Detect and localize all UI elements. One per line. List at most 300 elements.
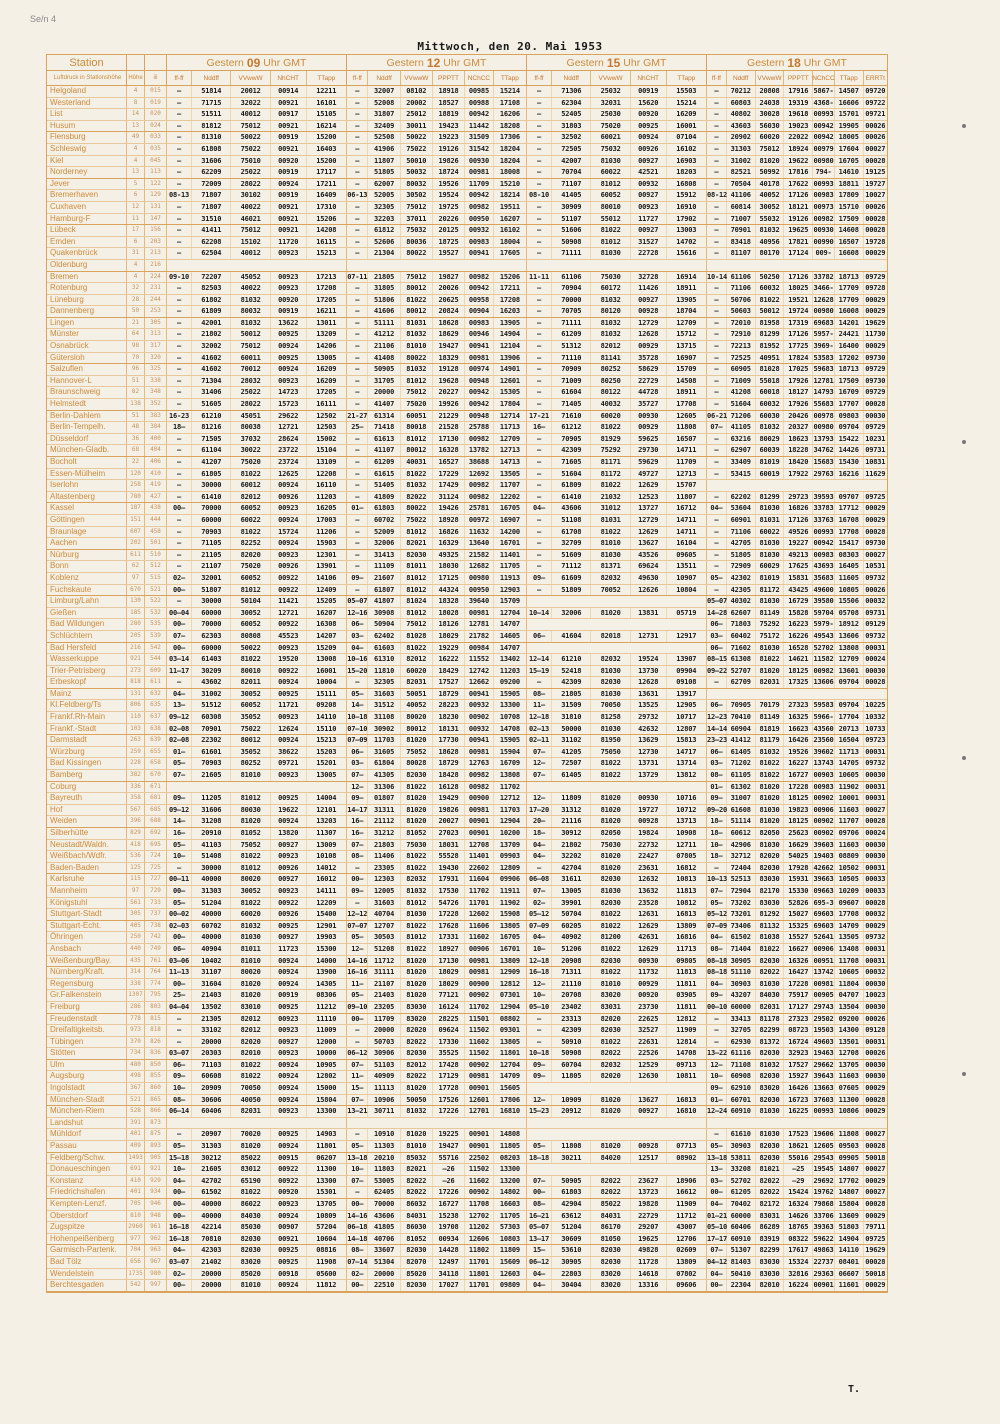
table-row	[47, 921, 887, 933]
observation-value: 61809	[552, 480, 591, 491]
observation-value: 79868	[813, 1200, 834, 1208]
station-name: Wendelstein	[47, 1269, 127, 1280]
observation-block-b15	[527, 990, 707, 1001]
observation-value: 00031	[865, 794, 886, 803]
observation-value: 80018	[401, 422, 433, 433]
observation-value: —	[707, 457, 727, 468]
observation-value: 19828	[631, 1199, 667, 1210]
observation-value: —26	[433, 1164, 465, 1175]
observation-block-b12	[347, 956, 527, 967]
observation-value: 11808	[676, 423, 697, 432]
observation-value: 00028	[865, 817, 886, 826]
station-number: 905	[145, 1153, 167, 1164]
observation-value: 60018	[756, 387, 785, 398]
observation-value: 17211	[499, 284, 520, 293]
observation-value: 00027	[865, 805, 886, 814]
observation-value: 11602	[465, 932, 494, 943]
observation-value: 31604	[192, 979, 231, 990]
observation-value: 40022	[231, 283, 270, 294]
observation-block-b15	[527, 782, 707, 793]
observation-value: 81020	[591, 1106, 630, 1117]
observation-value: 75292	[756, 619, 785, 630]
observation-value: 13511	[676, 562, 697, 571]
observation-value: 12602	[465, 909, 494, 920]
observation-value: 10004	[316, 678, 337, 687]
observation-value: 09128	[865, 1026, 886, 1035]
observation-value: 51312	[552, 341, 591, 352]
observation-value: 17229	[433, 469, 465, 480]
observation-block-b9	[167, 457, 347, 468]
station-number: 045	[145, 156, 167, 167]
observation-value: 00981	[465, 747, 494, 758]
observation-value: 50703	[368, 1037, 400, 1048]
observation-block-b9	[167, 202, 347, 213]
observation-value: 00—	[707, 1280, 727, 1291]
station-altitude: 130	[127, 596, 145, 607]
observation-value: 5979-	[813, 620, 834, 629]
observation-value: 00—10	[707, 1002, 728, 1011]
observation-block-b12	[347, 387, 527, 398]
observation-value: 14012	[316, 863, 337, 872]
observation-value: 81020	[231, 1141, 270, 1152]
observation-value: 00—	[167, 503, 192, 514]
observation-value: 32705	[727, 1025, 756, 1036]
observation-value: 62910	[727, 1083, 756, 1094]
station-number: 764	[145, 967, 167, 978]
station-number: 131	[145, 202, 167, 213]
observation-value: 43207	[727, 990, 756, 1001]
observation-value: 02—	[527, 898, 552, 909]
observation-value: 5957-	[813, 330, 834, 339]
observation-value: 05708	[835, 608, 864, 619]
observation-value: 83020	[231, 1257, 270, 1268]
station-number: 410	[145, 469, 167, 480]
observation-value: 02—	[167, 1269, 192, 1280]
observation-value: 04—	[347, 643, 368, 654]
observation-value: 50050	[401, 1095, 433, 1106]
observation-value: —	[527, 399, 552, 410]
station-name: Nürnberg/Kraft.	[47, 967, 127, 978]
observation-block-b12	[347, 677, 527, 688]
observation-value: 51809	[552, 585, 591, 596]
observation-block-b18	[707, 1014, 887, 1025]
station-altitude: 780	[127, 492, 145, 503]
observation-value: 81020	[591, 805, 630, 816]
observation-value: 81022	[591, 758, 630, 769]
observation-block-b9	[167, 1095, 347, 1106]
observation-value: 20027	[433, 816, 465, 827]
observation-value: 70050	[591, 700, 630, 711]
observation-value: 81310	[192, 132, 231, 143]
observation-value: 11602	[465, 1037, 494, 1048]
observation-value: 18924	[784, 144, 813, 155]
observation-value: 81020	[231, 979, 270, 990]
observation-value: 15325	[784, 921, 813, 932]
observation-value: 40031	[401, 457, 433, 468]
station-name: Cuxhaven	[47, 202, 127, 213]
observation-value: 11703	[368, 735, 400, 746]
observation-value: 11212	[316, 1002, 337, 1011]
observation-value: 13300	[499, 1165, 520, 1174]
observation-value: —	[167, 132, 192, 143]
observation-value: 08—18	[707, 968, 728, 977]
observation-value: 72505	[552, 144, 591, 155]
observation-value: 00031	[865, 782, 886, 791]
observation-value: 31303	[727, 144, 756, 155]
station-number: 325	[145, 364, 167, 375]
observation-value: 19125	[865, 168, 886, 177]
observation-value: 5966-	[813, 713, 834, 722]
observation-value: 00923	[271, 643, 307, 654]
observation-value: 12209	[316, 898, 337, 907]
observation-block-b12	[347, 932, 527, 943]
observation-value: 83030	[756, 898, 785, 909]
observation-block-b15	[527, 469, 707, 480]
table-row	[47, 341, 887, 353]
observation-value: 00985	[465, 86, 494, 97]
observation-block-b9	[167, 666, 347, 677]
observation-value: 82020	[591, 1071, 630, 1082]
observation-block-b18	[707, 874, 887, 885]
station-number: 818	[145, 1025, 167, 1036]
observation-value: 30211	[552, 1153, 591, 1164]
observation-value: —	[527, 248, 552, 259]
observation-value: 41906	[368, 144, 400, 155]
observation-value: 22502	[465, 1153, 494, 1164]
station-name: Tübingen	[47, 1037, 127, 1048]
station-number: 671	[145, 782, 167, 793]
observation-value: 22732	[631, 840, 667, 851]
observation-value: 17211	[316, 179, 337, 188]
observation-value: 12—16	[347, 608, 368, 617]
observation-value: —	[347, 132, 368, 143]
observation-value: 09—	[347, 886, 368, 897]
observation-block-b18	[707, 944, 887, 955]
observation-block-b9	[167, 1141, 347, 1152]
observation-value: 09—	[527, 573, 552, 584]
observation-value: 13723	[631, 1187, 667, 1198]
observation-block-b18	[707, 364, 887, 375]
observation-value: 61210	[552, 654, 591, 665]
station-altitude: 250	[127, 932, 145, 943]
observation-value: 00941	[465, 735, 494, 746]
observation-block-b12	[347, 1025, 527, 1036]
observation-value: 18029	[433, 967, 465, 978]
observation-block-b15	[527, 1118, 707, 1129]
observation-value: 23722	[271, 445, 307, 456]
observation-value: 08809	[835, 851, 864, 862]
observation-value: 00905	[813, 991, 834, 1000]
station-name: Kiel	[47, 156, 127, 167]
observation-value: 30000	[192, 596, 231, 607]
observation-value: 15203	[316, 747, 337, 756]
observation-value: 12731	[631, 631, 667, 642]
observation-value: 14—14	[707, 724, 728, 733]
observation-value: 20327	[784, 422, 813, 433]
observation-value: 59629	[631, 457, 667, 468]
observation-value: 19524	[631, 654, 667, 665]
observation-value: 30000	[192, 863, 231, 874]
station-altitude: 607	[127, 527, 145, 538]
observation-value: 04—	[167, 689, 192, 700]
observation-value: 82030	[401, 1048, 433, 1059]
observation-value: 49727	[631, 469, 667, 480]
observation-value: —	[347, 225, 368, 236]
observation-value: 62709	[727, 677, 756, 688]
observation-block-b12	[347, 979, 527, 990]
observation-value: 00948	[465, 411, 494, 422]
observation-value: 75030	[591, 272, 630, 283]
observation-value: 81022	[591, 909, 630, 920]
observation-value: 11713	[499, 423, 520, 432]
observation-value: 51511	[192, 109, 231, 120]
observation-value: 82030	[231, 1245, 270, 1256]
observation-value: 11707	[835, 816, 864, 827]
station-altitude: 21	[127, 318, 145, 329]
observation-value: 09624	[433, 1025, 465, 1036]
table-row	[47, 689, 887, 701]
observation-value: 52009	[368, 527, 400, 538]
observation-value: —	[707, 167, 727, 178]
observation-value: 10805	[835, 585, 864, 596]
station-altitude: 138	[127, 399, 145, 410]
observation-block-b18	[707, 700, 887, 711]
observation-value: 13900	[316, 968, 337, 977]
observation-value: —	[527, 1025, 552, 1036]
observation-value: 70179	[756, 700, 785, 711]
observation-value: 18203	[676, 168, 697, 177]
observation-value: 23631	[631, 863, 667, 874]
observation-value: 41602	[192, 364, 231, 375]
observation-value: 81032	[756, 747, 785, 758]
station-altitude: 22	[127, 457, 145, 468]
observation-value: 55012	[591, 214, 630, 225]
observation-value: 11113	[368, 1083, 400, 1094]
observation-value: 61615	[368, 469, 400, 480]
observation-value: 10231	[865, 434, 886, 443]
station-altitude: 151	[127, 515, 145, 526]
observation-value: 18623	[784, 434, 813, 445]
table-row	[47, 666, 887, 678]
observation-value: 11701	[465, 1257, 494, 1268]
observation-value: 19429	[433, 793, 465, 804]
observation-value: 09—	[707, 1083, 727, 1094]
table-row	[47, 840, 887, 852]
station-number: 980	[145, 1269, 167, 1280]
observation-value: 19827	[433, 272, 465, 283]
station-number: 522	[145, 596, 167, 607]
table-row	[47, 956, 887, 968]
observation-value: 61403	[192, 654, 231, 665]
observation-value: 09—	[347, 793, 368, 804]
observation-value: 16727	[784, 770, 813, 781]
observation-value: 00029	[865, 1176, 886, 1185]
observation-block-b9	[167, 840, 347, 851]
observation-value: 51405	[368, 480, 400, 491]
observation-value: 20909	[192, 1083, 231, 1094]
observation-value: 81022	[591, 225, 630, 236]
station-altitude: 12	[127, 202, 145, 213]
table-row	[47, 654, 887, 666]
observation-value: 15200	[316, 156, 337, 165]
observation-block-b9	[167, 469, 347, 480]
observation-value: 81020	[401, 967, 433, 978]
observation-value: 09108	[676, 678, 697, 687]
observation-value: —	[347, 144, 368, 155]
observation-value: 01—	[707, 782, 727, 793]
observation-block-b18	[707, 156, 887, 167]
observation-value: 11502	[465, 1164, 494, 1175]
observation-value: 12709	[676, 318, 697, 327]
observation-value: 84030	[756, 990, 785, 1001]
observation-value: 16507	[676, 434, 697, 443]
observation-value: 31527	[631, 237, 667, 248]
station-name: Emden	[47, 237, 127, 248]
observation-value: 16101	[316, 98, 337, 107]
observation-value: 19463	[813, 1049, 834, 1058]
station-name: Frankf.Rh-Main	[47, 712, 127, 723]
observation-block-b9	[167, 921, 347, 932]
observation-value: 12692	[465, 469, 494, 480]
observation-block-b12	[347, 1002, 527, 1013]
observation-value: 19622	[271, 805, 307, 816]
observation-value: —	[347, 527, 368, 538]
observation-value: 13005	[552, 886, 591, 897]
observation-value: 12904	[499, 1002, 520, 1011]
observation-block-b9	[167, 411, 347, 422]
observation-value: 15214	[499, 87, 520, 95]
observation-block-b9	[167, 1199, 347, 1210]
observation-value: 12—	[527, 758, 552, 769]
observation-block-b18	[707, 353, 887, 364]
page-title-date: Mittwoch, den 20. Mai 1953	[417, 40, 603, 53]
observation-value: 71311	[552, 967, 591, 978]
station-altitude: 336	[127, 782, 145, 793]
observation-value: 05—12	[527, 909, 552, 920]
table-row	[47, 967, 887, 979]
observation-value: 61116	[727, 1048, 756, 1059]
station-altitude: 259	[127, 747, 145, 758]
observation-value: —	[707, 202, 727, 213]
observation-value: —	[347, 677, 368, 688]
observation-value: 10332	[865, 713, 886, 722]
observation-block-b12	[347, 1199, 527, 1210]
observation-value: 25—	[347, 422, 368, 433]
observation-value: 60308	[192, 712, 231, 723]
observation-block-b18	[707, 573, 887, 584]
observation-value: 72910	[727, 329, 756, 340]
observation-value: 61803	[368, 503, 400, 514]
observation-value: 14—17	[347, 805, 368, 814]
observation-value: 01—	[707, 1095, 727, 1106]
station-altitude: 49	[127, 132, 145, 143]
observation-value: 10803	[499, 1234, 520, 1243]
observation-value: 81032	[401, 364, 433, 375]
observation-block-b15	[527, 596, 707, 607]
station-number: 203	[145, 237, 167, 248]
observation-block-b9	[167, 376, 347, 387]
observation-value: 80170	[756, 248, 785, 259]
observation-value: 16810	[499, 1107, 520, 1116]
station-name: Mainz	[47, 689, 127, 700]
observation-value: 09208	[316, 701, 337, 710]
observation-value: 09723	[865, 736, 886, 745]
observation-value: 09605	[676, 550, 697, 559]
observation-value: 60000	[192, 515, 231, 526]
observation-value: —	[527, 295, 552, 306]
observation-value: 81019	[756, 457, 785, 468]
table-row	[47, 619, 887, 631]
observation-value: —	[707, 538, 727, 549]
observation-value: 75050	[591, 747, 630, 758]
observation-block-b9	[167, 318, 347, 329]
observation-value: 15324	[784, 1257, 813, 1268]
observation-value: 53604	[727, 503, 756, 514]
observation-value: 81010	[401, 1141, 433, 1152]
observation-value: 794-	[813, 167, 835, 178]
observation-block-b18	[707, 1037, 887, 1048]
observation-value: 00901	[465, 1083, 494, 1094]
observation-value: 14—28	[707, 608, 728, 617]
observation-block-b9	[167, 967, 347, 978]
observation-value: 56030	[756, 121, 785, 132]
observation-value: 12601	[499, 376, 520, 385]
observation-value: 17130	[433, 434, 465, 445]
observation-value: 58629	[631, 364, 667, 375]
observation-value: 50018	[865, 1153, 886, 1162]
observation-value: 41604	[552, 631, 591, 642]
observation-value: 10811	[676, 1072, 697, 1081]
observation-block-b9	[167, 712, 347, 723]
observation-value: 07104	[676, 133, 697, 142]
observation-block-b18	[707, 863, 887, 874]
observation-value: 21582	[465, 550, 494, 561]
observation-value: 81819	[756, 724, 785, 735]
observation-value: —	[347, 492, 368, 503]
observation-value: 00927	[631, 156, 667, 167]
observation-block-b18	[707, 167, 887, 178]
observation-value: 23205	[368, 1002, 400, 1013]
observation-value: 17928	[784, 863, 813, 874]
observation-value: 80030	[231, 805, 270, 816]
observation-value: 12709	[835, 654, 864, 665]
observation-value: —	[707, 387, 727, 398]
observation-value: 16209	[316, 365, 337, 374]
station-name: Berlin-Dahlem	[47, 411, 127, 422]
observation-value: —	[707, 550, 727, 561]
observation-value: 14110	[835, 1245, 864, 1256]
observation-value: 81022	[591, 480, 630, 491]
observation-value: 19622	[784, 156, 813, 167]
observation-value: —	[167, 225, 192, 236]
observation-value: 15110	[316, 724, 337, 733]
station-altitude: 536	[127, 851, 145, 862]
observation-value: 00979	[813, 144, 834, 153]
observation-value: 16701	[499, 539, 520, 548]
station-altitude: 4	[127, 260, 145, 271]
observation-value: 17902	[676, 214, 697, 223]
observation-value: 81030	[756, 538, 785, 549]
observation-value: 16507	[835, 237, 864, 248]
observation-value: —	[347, 387, 368, 398]
observation-block-b9	[167, 724, 347, 735]
observation-value: —	[347, 295, 368, 306]
station-number: 024	[145, 121, 167, 132]
observation-block-b12	[347, 376, 527, 387]
observation-value: 52707	[727, 666, 756, 677]
station-number: 725	[145, 863, 167, 874]
observation-value: 17821	[784, 237, 813, 248]
